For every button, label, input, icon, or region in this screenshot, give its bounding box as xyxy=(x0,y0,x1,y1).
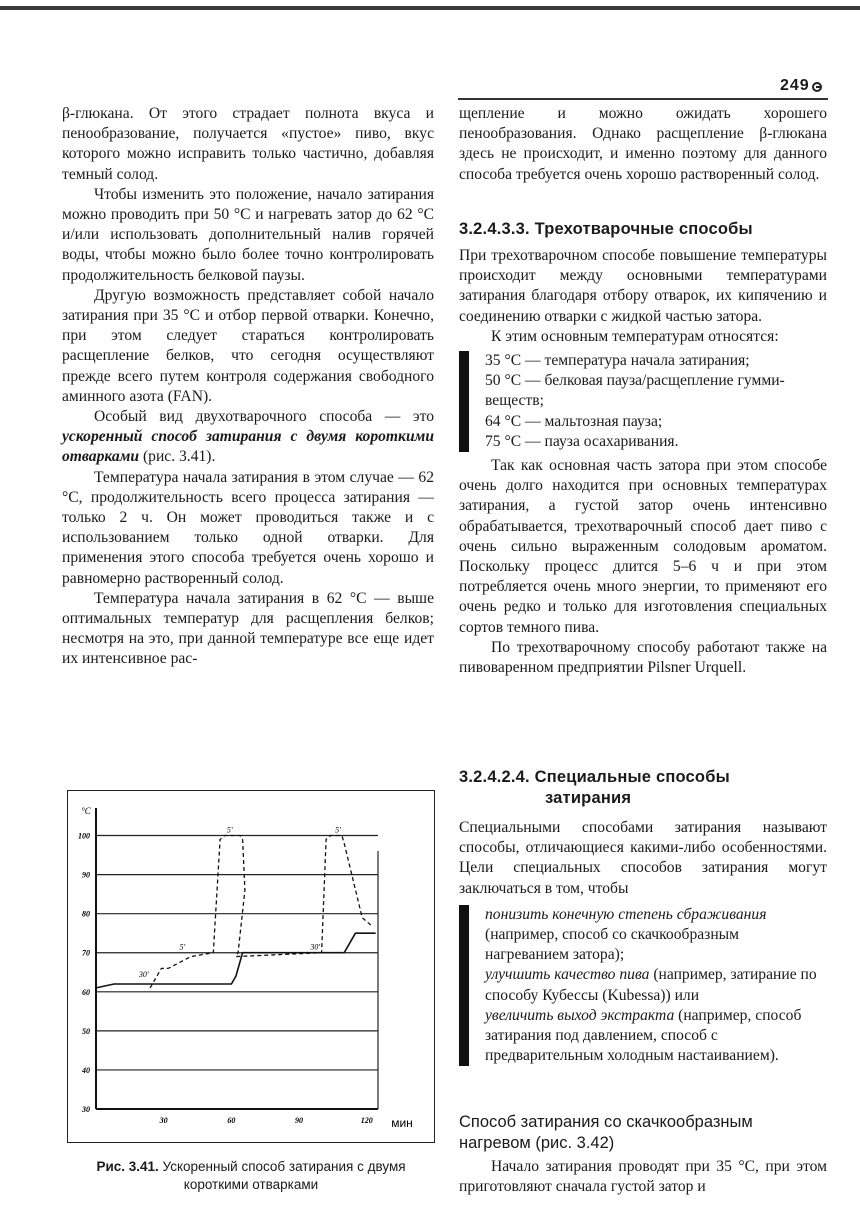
y-tick-label: 90 xyxy=(82,870,90,880)
goal-emphasis: улучшить качество пива xyxy=(485,966,650,984)
paragraph: β-глюкана. От этого страдает полнота вкуса и пенообразование, получается «пустое» пиво, вкус которого можно исправить только частично, добавляя темный солод. xyxy=(62,105,434,183)
paragraph-accelerated xyxy=(62,407,434,468)
paragraph: Другую возможность представляет собой начало затирания при 35 °С и отбор первой отварки. Конечно, при этом следует стараться контролировать расщепление белков, что сегодня осуществляют прежде всего путем контроля содержания свободного аминного азота (FAN). xyxy=(62,286,434,405)
list-item: 50 °С — белковая пауза/расщепление гумми-веществ; xyxy=(485,372,785,410)
heading-line: 3.2.4.2.4. Специальные способы xyxy=(459,768,730,786)
three-mash-section xyxy=(459,246,827,678)
x-tick-label: 60 xyxy=(227,1116,236,1125)
figure-frame xyxy=(67,790,435,1143)
subsection-heading: Способ затирания со скачкообразным нагревом (рис. 3.42) xyxy=(459,1113,753,1152)
text: Особый вид двухотварочного способа — это xyxy=(94,408,434,426)
page-number: 249 xyxy=(780,77,810,94)
goal-text: (например, способ затирания под давлением, способ с предварительным холодным настаиванием). xyxy=(485,1006,802,1065)
list-item: 75 °С — пауза осахаривания. xyxy=(485,432,679,450)
list-item: 64 °С — мальтозная пауза; xyxy=(485,412,663,430)
y-tick-label: 50 xyxy=(82,1026,90,1036)
paragraph: При трехотварочном способе повышение температуры происходит между основными температурами затирания благодаря отбору отварок, их кипячению и соединению отварки с жидкой частью затора. xyxy=(459,247,827,325)
y-tick-label: 40 xyxy=(82,1065,90,1075)
section-heading-three: 3.2.4.3.3. Трехотварочные способы xyxy=(459,220,753,238)
goal-emphasis: увеличить выход экстракта xyxy=(485,1006,675,1024)
caption-label: Рис. 3.41. xyxy=(96,1159,159,1174)
x-tick-label: 90 xyxy=(295,1116,304,1125)
left-column xyxy=(62,104,434,670)
duration-annotation: 5' xyxy=(226,825,233,835)
page-marker-icon xyxy=(812,82,822,92)
x-tick-label: 30 xyxy=(159,1116,168,1125)
list-item: 35 °С — температура начала затирания; xyxy=(485,352,750,370)
header-rule xyxy=(458,98,828,100)
paragraph: Температура начала затирания в 62 °С — выше оптимальных температур для расщепления белков; несмотря на это, при данной температуре все еще идет их интенсивное рас- xyxy=(62,589,434,668)
list-item xyxy=(485,965,820,1005)
list-item xyxy=(485,905,820,966)
temperature-list xyxy=(459,351,795,452)
paragraph: К этим основным температурам относятся: xyxy=(491,327,779,345)
goal-text: (например, способ со скачкообразным нагреванием затора); xyxy=(485,926,740,964)
text: (рис. 3.41). xyxy=(139,448,216,466)
y-tick-label: 30 xyxy=(82,1105,90,1114)
paragraph: По трехотварочному способу работают также на пивоваренном предприятии Pilsner Urquell. xyxy=(459,638,827,677)
section-heading-special xyxy=(459,767,827,809)
paragraph: Так как основная часть затора при этом способе очень долго находится при основных температурах затирания, а густой затор очень интенсивно обрабатывается, трехотварочный способ дает пиво с очень сильно выраженным солодовым ароматом. Поскольку процесс длится 5–6 ч и при этом потребляется очень много энергии, то применяют его очень редко и только для изготовления специальных сортов темного пива. xyxy=(459,457,827,636)
duration-annotation: 5' xyxy=(179,942,186,952)
special-section xyxy=(459,818,827,1066)
duration-annotation: 30' xyxy=(310,942,321,952)
last-paragraph-block xyxy=(459,1157,827,1197)
goal-emphasis: понизить конечную степень сбраживания xyxy=(485,905,767,923)
y-tick-label: 80 xyxy=(82,909,90,919)
y-tick-label: 70 xyxy=(82,948,90,958)
list-item xyxy=(485,1006,820,1067)
heading-line: затирания xyxy=(545,789,632,807)
figure-caption xyxy=(67,1158,435,1194)
paragraph: щепление и можно ожидать хорошего пенообразования. Однако расщепление β-глюкана здесь не происходит, и именно поэтому для данного способа требуется очень хорошо растворенный солод. xyxy=(459,105,827,183)
y-axis-label: °C xyxy=(81,806,91,816)
paragraph: Чтобы изменить это положение, начало затирания можно проводить при 50 °С и нагревать затор до 62 °С и/или использовать дополнительный налив горячей воды, чтобы можно было более точно контролировать продолжительность белковой паузы. xyxy=(62,185,434,284)
caption-text: Ускоренный способ затирания с двумя короткими отварками xyxy=(158,1159,406,1192)
decoction-line xyxy=(150,836,371,988)
top-rule xyxy=(0,6,860,10)
y-tick-label: 100 xyxy=(78,831,90,841)
paragraph: Специальными способами затирания называют способы, отличающиеся какими-либо особенностями. Цели специальных способов затирания могут заключаться в том, чтобы xyxy=(459,819,827,897)
duration-annotation: 30' xyxy=(138,970,149,980)
paragraph: Начало затирания проводят при 35 °С, при этом приготовляют сначала густой затор и xyxy=(459,1158,827,1196)
right-column-top xyxy=(459,104,827,185)
temperature-chart xyxy=(68,791,436,1144)
duration-annotation: 5' xyxy=(335,825,341,835)
goals-list xyxy=(459,905,820,1067)
x-axis-label: мин xyxy=(391,1116,413,1130)
paragraph: Температура начала затирания в этом случае — 62 °С, продолжительность всего процесса затирания — только 2 ч. Он может проводиться также и с использованием только одной отварки. Для применения этого способа требуется очень хорошо и равномерно растворенный солод. xyxy=(62,468,434,587)
y-tick-label: 60 xyxy=(82,987,90,997)
main-mash-line xyxy=(96,933,376,988)
goal-text: (например, затирание по способу Кубессы (Kubessa)) или xyxy=(485,966,817,1004)
x-tick-label: 120 xyxy=(360,1116,373,1125)
emphasis: ускоренный способ затирания с двумя короткими отварками xyxy=(62,428,434,466)
